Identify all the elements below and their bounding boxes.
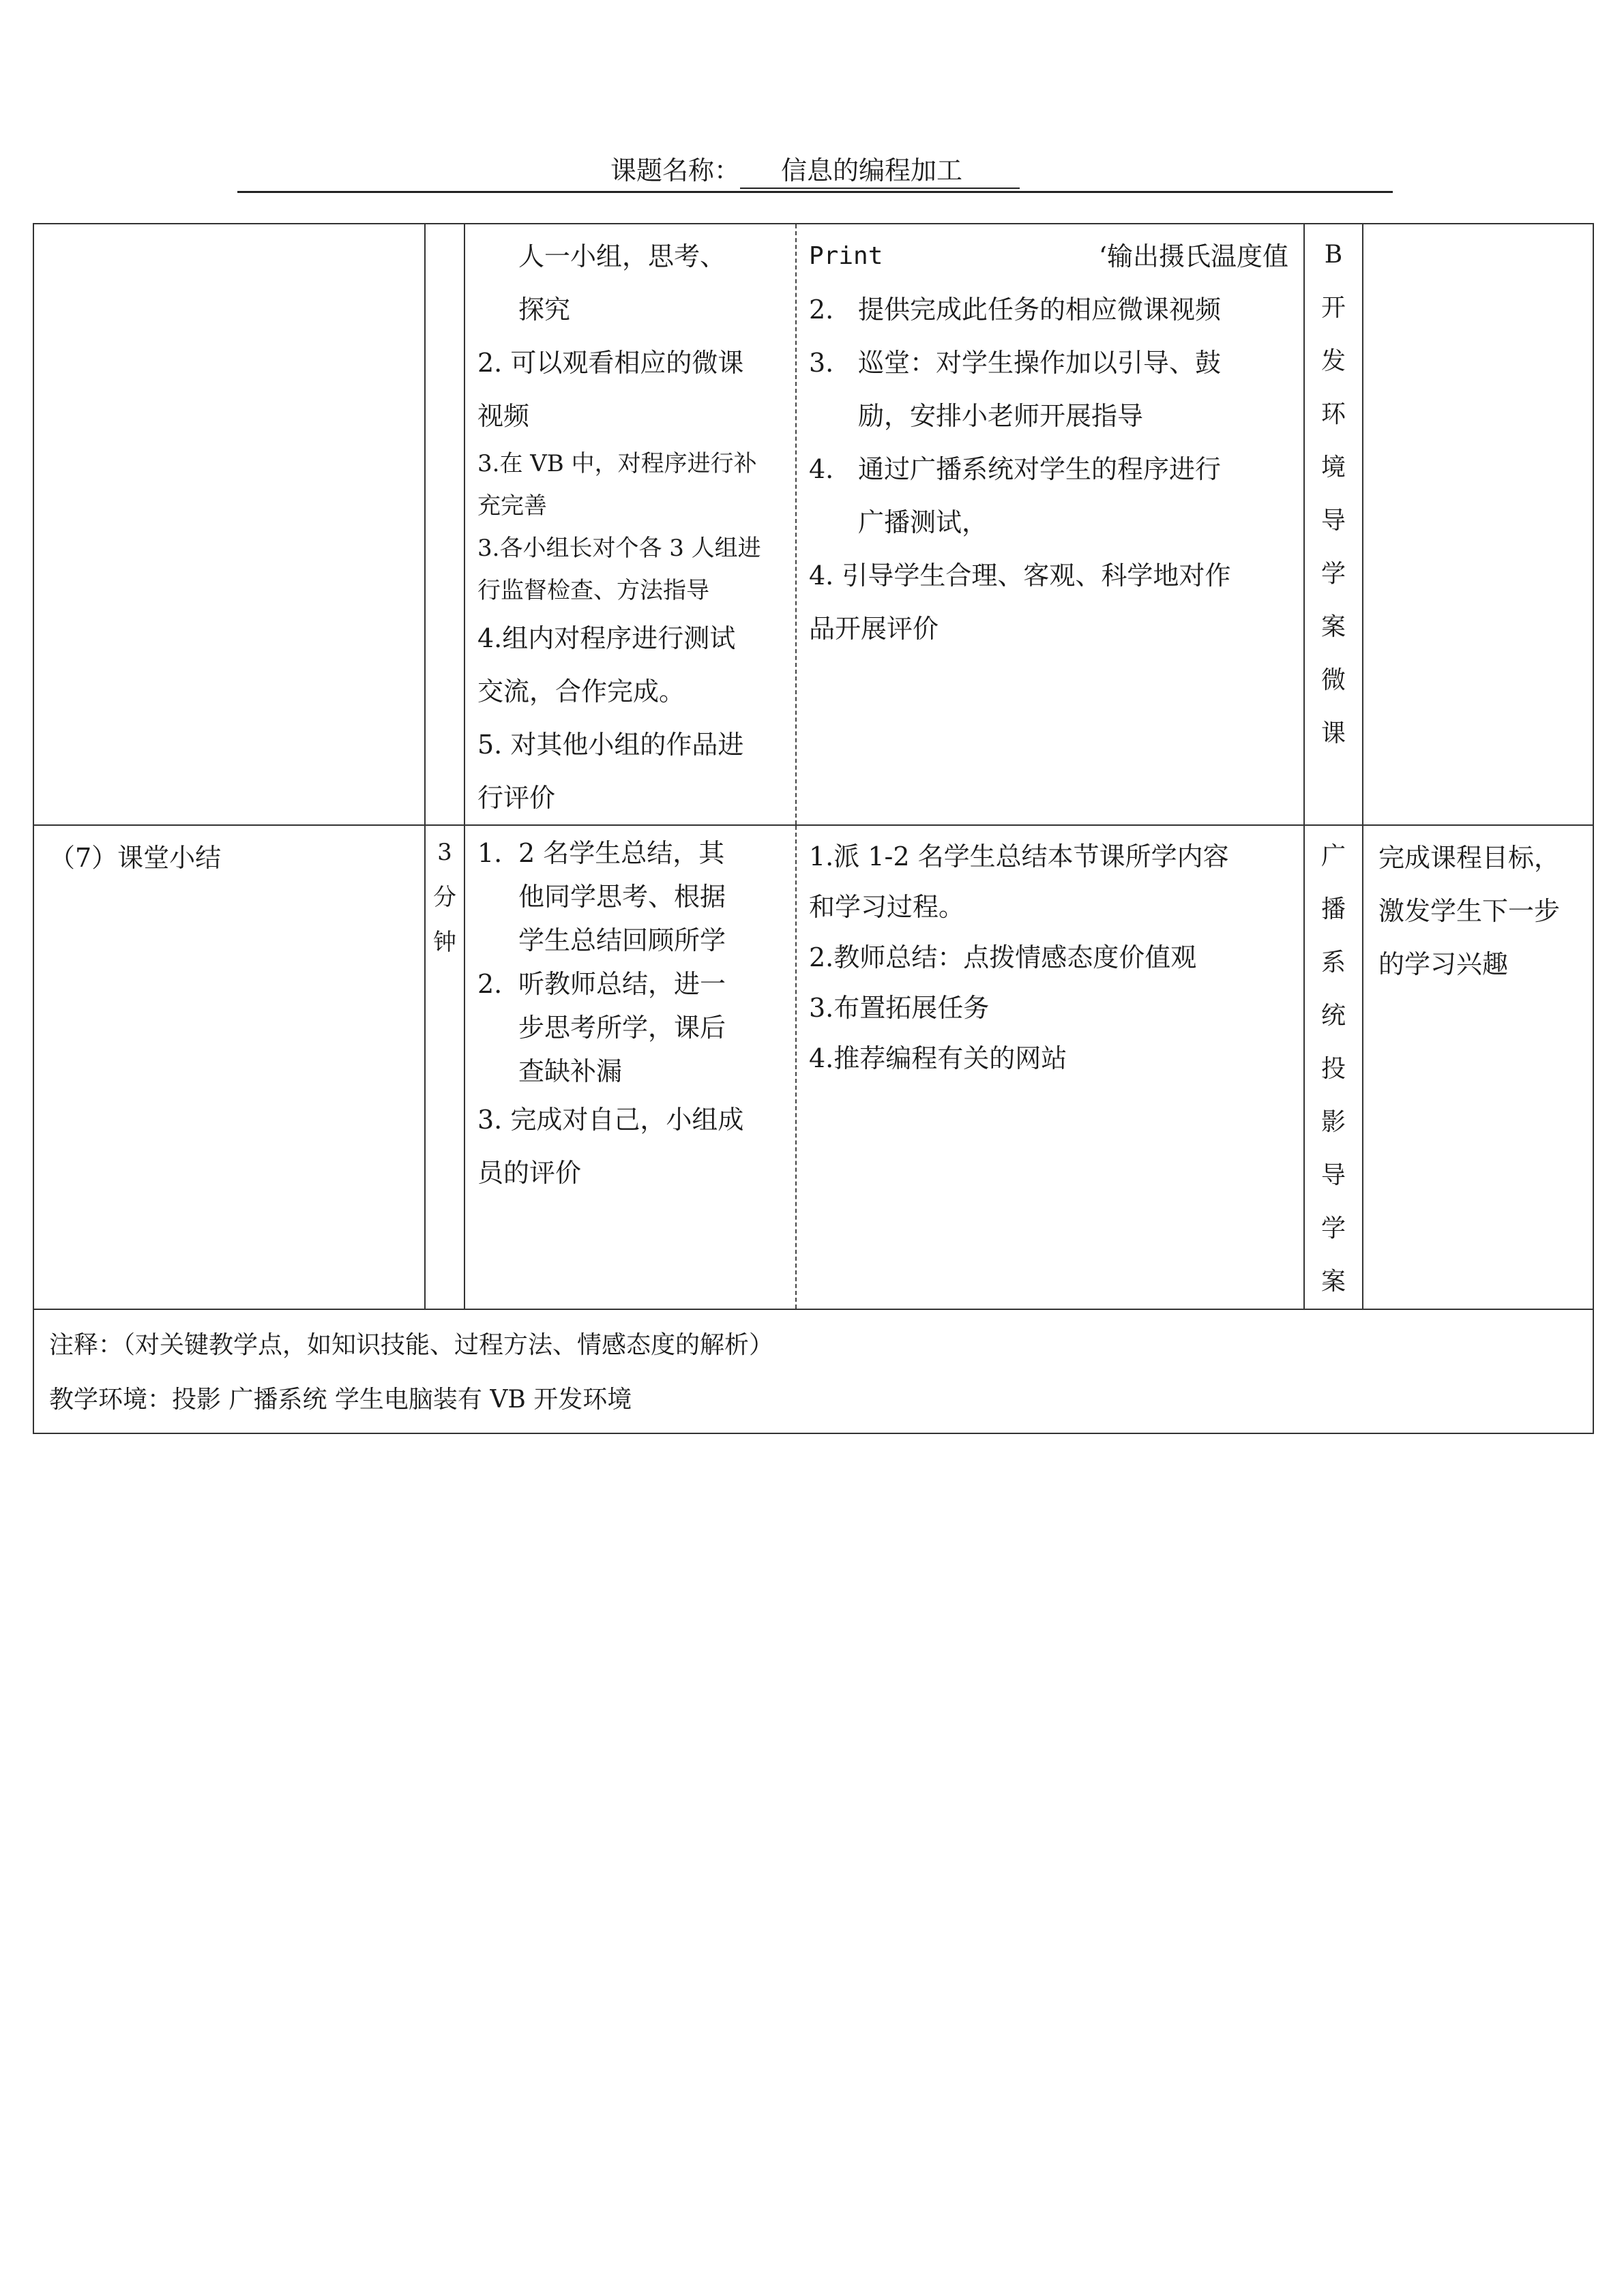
student-activity-cell xyxy=(464,825,796,1309)
print-comment: ‘输出摄氏温度值 xyxy=(1098,241,1288,271)
student-text: 2. 可以观看相应的微课 xyxy=(477,348,744,378)
student-text: 4.组内对程序进行测试 xyxy=(477,623,736,653)
table-row xyxy=(33,825,1593,1309)
time-vertical-text: 3 分 钟 xyxy=(433,839,456,956)
media-vertical-text: 广 播 系 统 投 影 导 学 案 xyxy=(1320,842,1346,1296)
stage-cell xyxy=(33,825,425,1309)
teacher-text: 励，安排小老师开展指导 xyxy=(858,401,1144,431)
lesson-title-label: 课题名称： xyxy=(610,155,740,185)
student-item: 2. 听教师总结，进一 xyxy=(477,969,726,999)
teacher-item: 2. 提供完成此任务的相应微课视频 xyxy=(809,295,1222,325)
teacher-text: 和学习过程。 xyxy=(809,892,965,922)
notes-row xyxy=(33,1309,1593,1433)
goal-cell xyxy=(1363,825,1593,1309)
stage-label: （7）课堂小结 xyxy=(49,843,222,873)
annotation-note: 注释：（对关键教学点，如知识技能、过程方法、情感态度的解析） xyxy=(49,1331,774,1359)
teacher-text: 4. 引导学生合理、客观、科学地对作 xyxy=(809,561,1231,591)
environment-note: 教学环境：投影 广播系统 学生电脑装有 VB 开发环境 xyxy=(49,1386,632,1414)
student-text: 探究 xyxy=(518,295,571,325)
lesson-title-value: 信息的编程加工 xyxy=(740,153,1020,189)
student-text: 步思考所学，课后 xyxy=(518,1013,726,1043)
print-keyword: Print xyxy=(809,242,883,270)
student-text: 5. 对其他小组的作品进 xyxy=(477,730,744,760)
lesson-title-header xyxy=(239,151,1391,192)
student-text: 查缺补漏 xyxy=(518,1056,623,1086)
teacher-text: 4.推荐编程有关的网站 xyxy=(809,1043,1067,1073)
table-row xyxy=(33,224,1593,825)
time-cell xyxy=(425,825,464,1309)
teacher-text: 品开展评价 xyxy=(809,614,939,644)
teacher-activity-cell xyxy=(796,825,1304,1309)
print-code-line xyxy=(809,230,1295,283)
student-text: 充完善 xyxy=(477,492,547,520)
teacher-text: 广播测试， xyxy=(858,507,988,537)
teacher-item: 4. 通过广播系统对学生的程序进行 xyxy=(809,454,1222,484)
student-text: 3.各小组长对个各 3 人组进 xyxy=(477,535,761,562)
student-text: 3.在 VB 中，对程序进行补 xyxy=(477,450,757,477)
teacher-text: 1.派 1-2 名学生总结本节课所学内容 xyxy=(809,841,1229,871)
student-item: 1. 2 名学生总结，其 xyxy=(477,838,725,868)
time-cell xyxy=(425,224,464,825)
student-text: 3. 完成对自己，小组成 xyxy=(477,1105,744,1135)
teacher-text: 2.教师总结：点拨情感态度价值观 xyxy=(809,942,1197,972)
goal-text: 完成课程目标， xyxy=(1378,843,1561,873)
student-activity-cell xyxy=(464,224,796,825)
student-text: 行监督检查、方法指导 xyxy=(477,577,709,604)
header-divider xyxy=(237,191,1393,193)
student-text: 他同学思考、根据 xyxy=(518,882,726,912)
lesson-plan-table xyxy=(33,223,1594,1434)
media-vertical-text: B 开 发 环 境 导 学 案 微 课 xyxy=(1320,241,1346,747)
student-text: 学生总结回顾所学 xyxy=(518,925,726,955)
student-text: 视频 xyxy=(477,401,530,431)
media-cell xyxy=(1304,224,1363,825)
goal-cell xyxy=(1363,224,1593,825)
teacher-item: 3. 巡堂：对学生操作加以引导、鼓 xyxy=(809,348,1222,378)
teacher-text: 3.布置拓展任务 xyxy=(809,993,990,1023)
teacher-activity-cell xyxy=(796,224,1304,825)
student-text: 行评价 xyxy=(477,783,556,813)
student-text: 人一小组，思考、 xyxy=(518,241,726,271)
stage-cell xyxy=(33,224,425,825)
goal-text: 激发学生下一步 xyxy=(1378,896,1561,926)
student-text: 交流，合作完成。 xyxy=(477,676,685,706)
student-text: 员的评价 xyxy=(477,1158,582,1188)
goal-text: 的学习兴趣 xyxy=(1378,949,1509,979)
notes-cell xyxy=(33,1309,1593,1433)
media-cell xyxy=(1304,825,1363,1309)
